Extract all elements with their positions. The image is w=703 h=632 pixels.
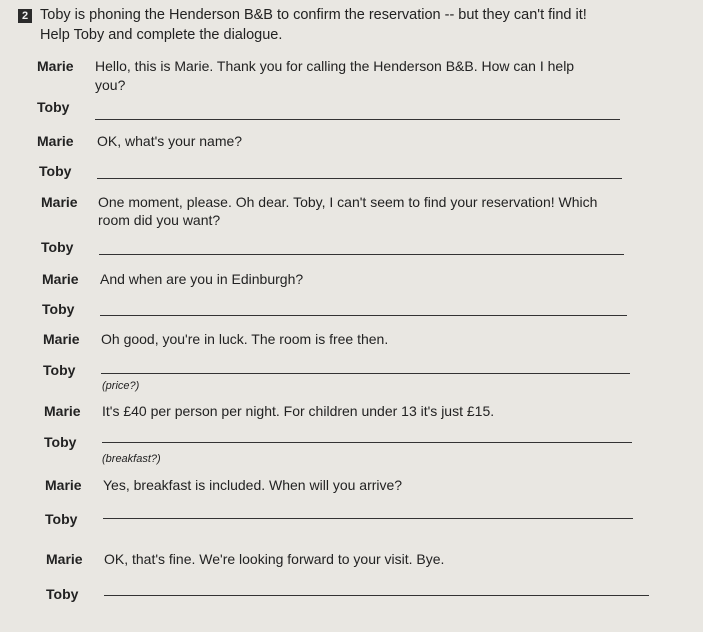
marie-line: It's £40 per person per night. For children under 13 it's just £15. xyxy=(102,403,495,419)
marie-line: And when are you in Edinburgh? xyxy=(100,271,304,287)
marie-line: OK, what's your name? xyxy=(97,133,243,149)
speaker-marie: Marie xyxy=(37,133,74,149)
answer-blank[interactable] xyxy=(97,178,622,179)
speaker-marie: Marie xyxy=(44,403,81,419)
marie-line-cont: you? xyxy=(95,77,126,93)
answer-blank[interactable] xyxy=(100,315,627,316)
speaker-marie: Marie xyxy=(37,58,74,74)
speaker-marie: Marie xyxy=(41,194,78,210)
hint-breakfast: (breakfast?) xyxy=(102,453,161,465)
speaker-toby: Toby xyxy=(46,586,79,602)
answer-blank[interactable] xyxy=(95,119,620,120)
speaker-toby: Toby xyxy=(41,239,74,255)
answer-blank[interactable] xyxy=(102,442,632,443)
instruction-line-1: Toby is phoning the Henderson B&B to confirm the reservation -- but they can't find it! xyxy=(40,7,587,23)
speaker-toby: Toby xyxy=(37,99,70,115)
speaker-marie: Marie xyxy=(43,331,80,347)
answer-blank[interactable] xyxy=(104,595,649,596)
speaker-marie: Marie xyxy=(42,271,79,287)
marie-line-cont: room did you want? xyxy=(98,212,221,228)
answer-blank[interactable] xyxy=(101,373,630,374)
speaker-toby: Toby xyxy=(42,301,75,317)
instruction-line-2: Help Toby and complete the dialogue. xyxy=(40,27,283,43)
marie-line: OK, that's fine. We're looking forward to your visit. Bye. xyxy=(104,551,445,567)
answer-blank[interactable] xyxy=(99,254,624,255)
exercise-number: 2 xyxy=(18,9,32,23)
speaker-toby: Toby xyxy=(44,434,77,450)
marie-line: Hello, this is Marie. Thank you for calling the Henderson B&B. How can I help xyxy=(95,58,575,74)
speaker-marie: Marie xyxy=(46,551,83,567)
speaker-marie: Marie xyxy=(45,477,82,493)
answer-blank[interactable] xyxy=(103,518,633,519)
marie-line: Oh good, you're in luck. The room is free then. xyxy=(101,331,389,347)
speaker-toby: Toby xyxy=(39,163,72,179)
speaker-toby: Toby xyxy=(45,511,78,527)
marie-line: Yes, breakfast is included. When will you arrive? xyxy=(103,477,403,493)
hint-price: (price?) xyxy=(102,380,140,392)
speaker-toby: Toby xyxy=(43,362,76,378)
marie-line: One moment, please. Oh dear. Toby, I can't seem to find your reservation! Which xyxy=(98,194,598,210)
